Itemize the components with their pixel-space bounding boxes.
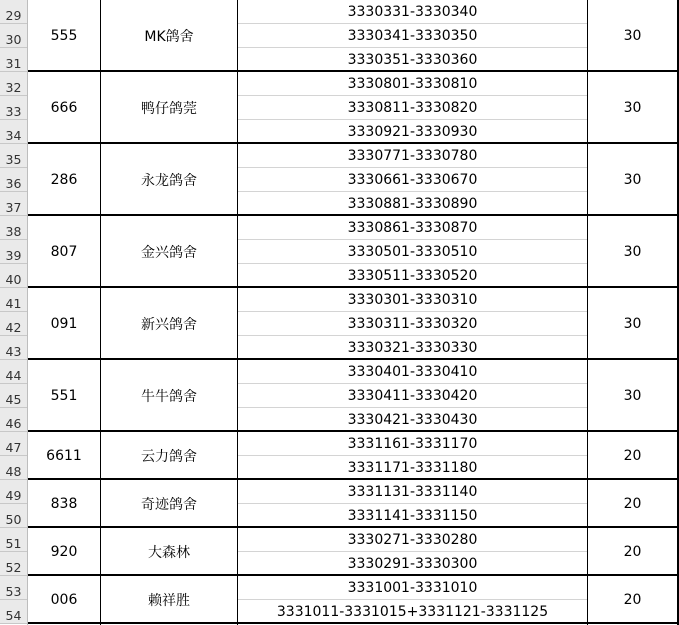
row-header[interactable]: 30: [0, 24, 27, 48]
count-cell[interactable]: 30: [623, 388, 642, 404]
ring-range-cell[interactable]: 3330271-3330280: [238, 528, 587, 552]
group-number-cell[interactable]: 006: [50, 592, 78, 608]
ring-range-cell[interactable]: 3331161-3331170: [238, 432, 587, 456]
row-header[interactable]: 50: [0, 504, 27, 528]
loft-name-cell[interactable]: 赖祥胜: [148, 593, 190, 609]
ring-range-cell[interactable]: 3331141-3331150: [347, 508, 478, 524]
group-number-cell[interactable]: 551: [50, 388, 78, 404]
row-header[interactable]: 43: [0, 336, 27, 360]
row-header[interactable]: 32: [0, 72, 27, 96]
row-header[interactable]: 44: [0, 360, 27, 384]
loft-name-cell[interactable]: 永龙鸽舍: [141, 173, 197, 189]
loft-name-cell[interactable]: 云力鸽舍: [141, 449, 197, 465]
ring-range-cell[interactable]: 3330921-3330930: [347, 124, 478, 140]
ring-range-cell[interactable]: 3330661-3330670: [238, 168, 587, 192]
ring-range-cell[interactable]: 3330881-3330890: [347, 196, 478, 212]
count-cell[interactable]: 30: [623, 100, 642, 116]
row-header[interactable]: 35: [0, 144, 27, 168]
row-header[interactable]: 37: [0, 192, 27, 216]
group-number-cell[interactable]: 838: [50, 496, 78, 512]
count-cell[interactable]: 20: [623, 544, 642, 560]
group-number-cell[interactable]: 920: [50, 544, 78, 560]
ring-range-cell[interactable]: 3330811-3330820: [238, 96, 587, 120]
ring-range-cell[interactable]: 3331011-3331015+3331121-3331125: [276, 604, 549, 620]
count-cell[interactable]: 30: [623, 244, 642, 260]
row-header[interactable]: 53: [0, 576, 27, 600]
loft-name-cell[interactable]: 牛牛鸽舍: [141, 389, 197, 405]
ring-range-cell[interactable]: 3330421-3330430: [347, 412, 478, 428]
ring-range-cell[interactable]: 3330291-3330300: [347, 556, 478, 572]
ring-range-cell[interactable]: 3330861-3330870: [238, 216, 587, 240]
ring-range-cell[interactable]: 3331131-3331140: [238, 480, 587, 504]
ring-range-cell[interactable]: 3330351-3330360: [347, 52, 478, 68]
row-header[interactable]: 31: [0, 48, 27, 72]
count-cell[interactable]: 20: [623, 592, 642, 608]
loft-name-cell[interactable]: 大森林: [148, 545, 190, 561]
row-header[interactable]: 33: [0, 96, 27, 120]
column-divider: [237, 0, 238, 625]
ring-range-cell[interactable]: 3331171-3331180: [347, 460, 478, 476]
ring-range-cell[interactable]: 3330511-3330520: [347, 268, 478, 284]
row-header[interactable]: 48: [0, 456, 27, 480]
row-header[interactable]: 51: [0, 528, 27, 552]
group-number-cell[interactable]: 6611: [46, 448, 82, 464]
count-cell[interactable]: 30: [623, 172, 642, 188]
ring-range-cell[interactable]: 3330341-3330350: [238, 24, 587, 48]
count-cell[interactable]: 30: [623, 28, 642, 44]
count-cell[interactable]: 20: [623, 448, 642, 464]
row-header[interactable]: 54: [0, 600, 27, 624]
loft-name-cell[interactable]: 金兴鸽舍: [141, 245, 197, 261]
group-number-cell[interactable]: 091: [50, 316, 78, 332]
count-cell[interactable]: 20: [623, 496, 642, 512]
ring-range-cell[interactable]: 3330331-3330340: [238, 0, 587, 24]
row-header[interactable]: 38: [0, 216, 27, 240]
ring-range-cell[interactable]: 3330801-3330810: [238, 72, 587, 96]
row-header[interactable]: 42: [0, 312, 27, 336]
ring-range-cell[interactable]: 3330771-3330780: [238, 144, 587, 168]
loft-name-cell[interactable]: 新兴鸽舍: [141, 317, 197, 333]
group-number-cell[interactable]: 666: [50, 100, 78, 116]
column-divider: [587, 0, 588, 625]
ring-range-cell[interactable]: 3330401-3330410: [238, 360, 587, 384]
row-header[interactable]: 29: [0, 0, 27, 24]
row-header[interactable]: 39: [0, 240, 27, 264]
ring-range-cell[interactable]: 3330311-3330320: [238, 312, 587, 336]
row-header[interactable]: 36: [0, 168, 27, 192]
group-number-cell[interactable]: 807: [50, 244, 78, 260]
row-header[interactable]: 46: [0, 408, 27, 432]
group-divider: [28, 622, 678, 624]
row-header[interactable]: 52: [0, 552, 27, 576]
row-header[interactable]: 34: [0, 120, 27, 144]
ring-range-cell[interactable]: 3330501-3330510: [238, 240, 587, 264]
row-header[interactable]: 47: [0, 432, 27, 456]
ring-range-cell[interactable]: 3330321-3330330: [347, 340, 478, 356]
ring-range-cell[interactable]: 3331001-3331010: [238, 576, 587, 600]
row-header[interactable]: 45: [0, 384, 27, 408]
ring-range-cell[interactable]: 3330411-3330420: [238, 384, 587, 408]
loft-name-cell[interactable]: MK鸽舍: [144, 29, 194, 45]
group-number-cell[interactable]: 286: [50, 172, 78, 188]
group-number-cell[interactable]: 555: [50, 28, 78, 44]
ring-range-cell[interactable]: 3330301-3330310: [238, 288, 587, 312]
row-header[interactable]: 49: [0, 480, 27, 504]
loft-name-cell[interactable]: 奇迹鸽舍: [141, 497, 197, 513]
loft-name-cell[interactable]: 鸭仔鸽莞: [141, 101, 197, 117]
count-cell[interactable]: 30: [623, 316, 642, 332]
row-header[interactable]: 41: [0, 288, 27, 312]
column-divider: [100, 0, 101, 625]
row-header[interactable]: 40: [0, 264, 27, 288]
